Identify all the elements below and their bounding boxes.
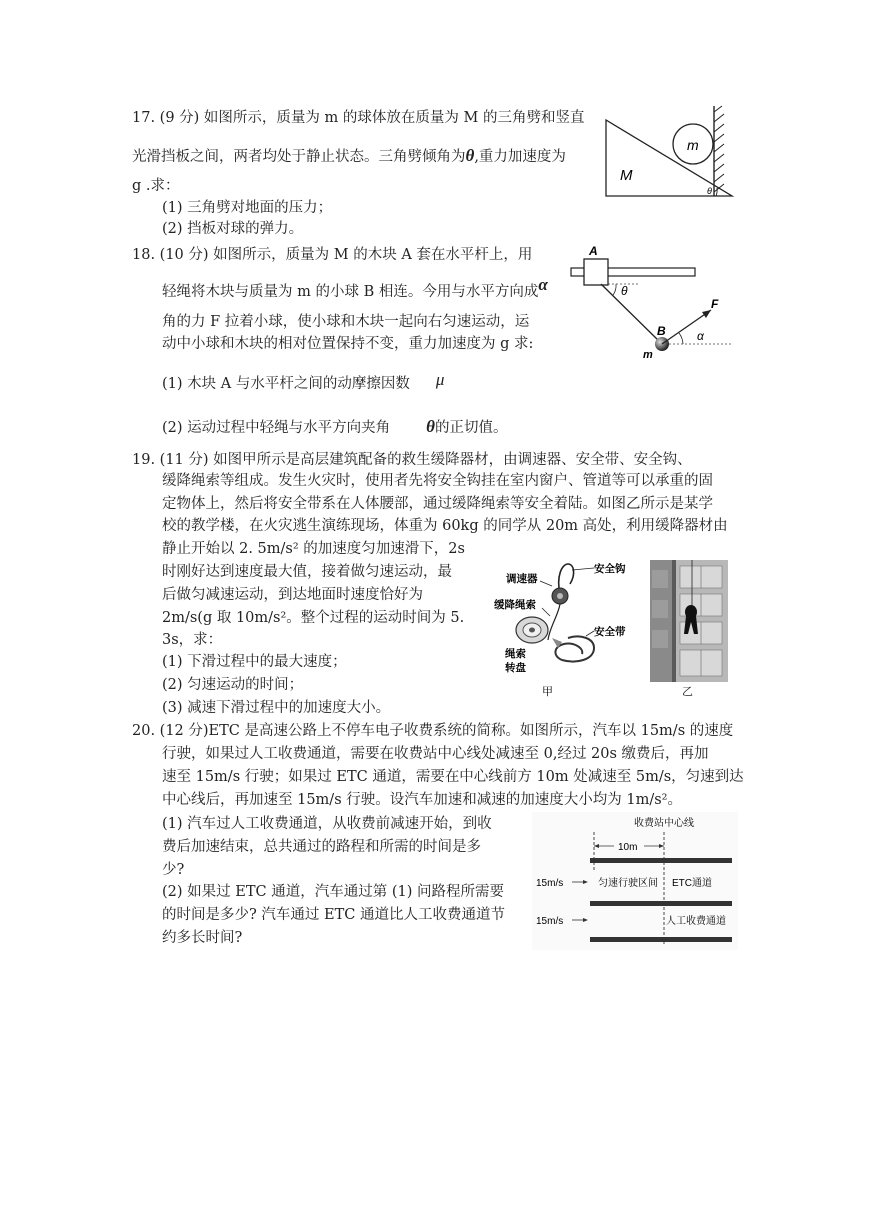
q17-line-2-tail: ,重力加速度为 <box>474 149 566 165</box>
theta-symbol: θ <box>426 417 435 436</box>
q19-line-2: 缓降绳索等组成。发生火灾时，使用者先将安全钩挂在室内窗户、管道等可以承重的固 <box>162 473 713 489</box>
q20-sub-2c: 约多长时间? <box>162 930 243 946</box>
q19-line-7: 后做匀减速运动，到达地面时速度恰好为 <box>162 587 423 603</box>
q20-sub-1a: (1) 汽车过人工收费通道，从收费前减速开始，到收 <box>162 816 492 832</box>
q19-sub-2: (2) 匀速运动的时间； <box>162 677 304 693</box>
q19-line-8: 2m/s(g 取 10m/s²。整个过程的运动时间为 5. <box>162 610 465 626</box>
q18-sub-2-tail: 的正切值。 <box>434 420 508 436</box>
q18-sub-2 <box>162 417 507 438</box>
q17-line-1: 17. (9 分) 如图所示，质量为 m 的球体放在质量为 M 的三角劈和竖直 <box>132 110 585 126</box>
label-hook: 安全钩 <box>594 563 626 575</box>
label-etc-lane: ETC通道 <box>672 878 712 889</box>
label-rope: 缓降绳索 <box>494 599 536 611</box>
theta-symbol: θ <box>465 146 475 165</box>
label-manual-lane: 人工收费通道 <box>666 916 726 927</box>
fig-label-A: A <box>589 244 598 258</box>
building-photo <box>650 560 728 698</box>
label-yi: 乙 <box>682 686 693 698</box>
q20-line-1: 20. (12 分)ETC 是高速公路上不停车电子收费系统的简称。如图所示，汽车以 15m/s 的速度 <box>132 723 734 739</box>
label-reel-2: 转盘 <box>505 662 526 674</box>
q20-sub-1b: 费后加速结束，总共通过的路程和所需的时间是多 <box>162 839 481 855</box>
q20-sub-2a: (2) 如果过 ETC 通道，汽车通过第 (1) 问路程所需要 <box>162 884 504 900</box>
fig-label-M: M <box>620 167 633 184</box>
q18-sub-1 <box>162 370 445 394</box>
q17-line-2-text: 光滑挡板之间，两者均处于静止状态。三角劈倾角为 <box>132 149 466 165</box>
fig-label-m: m <box>687 137 699 153</box>
etc-lane-figure <box>532 812 738 950</box>
label-jia: 甲 <box>542 686 553 698</box>
q18-sub-2-text: (2) 运动过程中轻绳与水平方向夹角 <box>162 420 391 436</box>
q20-sub-2b: 的时间是多少? 汽车通过 ETC 通道比人工收费通道节 <box>162 907 505 923</box>
q17-line-2 <box>132 146 566 167</box>
fig-label-B: B <box>657 324 666 338</box>
q17-line-3: g .求： <box>132 178 180 194</box>
q19-sub-3: (3) 减速下滑过程中的加速度大小。 <box>162 700 391 716</box>
label-speed-etc: 15m/s <box>536 878 564 889</box>
q19-line-9: 3s，求： <box>162 632 223 648</box>
alpha-symbol: α <box>538 275 548 294</box>
q18-line-2 <box>162 275 548 302</box>
fig-label-theta: θ <box>621 284 628 298</box>
fig-label-theta: θ <box>707 186 712 196</box>
descender-device-figure <box>490 556 640 698</box>
fig-label-F: F <box>711 297 719 311</box>
label-uniform-zone: 匀速行驶区间 <box>598 878 658 889</box>
block-ball-figure <box>565 240 733 364</box>
label-regulator: 调速器 <box>506 573 538 585</box>
q19-line-5: 静止开始以 2. 5m/s² 的加速度匀加速滑下，2s <box>162 541 465 557</box>
mu-symbol: μ <box>435 370 445 389</box>
fig-label-m: m <box>643 349 653 361</box>
q18-line-4: 动中小球和木块的相对位置保持不变，重力加速度为 g 求: <box>162 336 534 352</box>
fig-label-alpha: α <box>697 329 704 343</box>
label-belt: 安全带 <box>594 626 626 638</box>
label-reel-1: 绳索 <box>505 648 526 660</box>
wedge-ball-figure <box>604 104 736 198</box>
q20-line-2: 行驶，如果过人工收费通道，需要在收费站中心线处减速至 0,经过 20s 缴费后，再加 <box>162 746 709 762</box>
q19-line-3: 定物体上，然后将安全带系在人体腰部，通过缓降绳索等安全着陆。如图乙所示是某学 <box>162 496 713 512</box>
q19-line-6: 时刚好达到速度最大值，接着做匀速运动，最 <box>162 564 452 580</box>
q17-sub-1: (1) 三角劈对地面的压力； <box>162 200 333 216</box>
q20-line-4: 中心线后，再加速至 15m/s 行驶。设汽车加速和减速的加速度大小均为 1m/s²。 <box>162 792 682 808</box>
q18-line-3: 角的力 F 拉着小球，使小球和木块一起向右匀速运动，运 <box>162 314 530 330</box>
q19-sub-1: (1) 下滑过程中的最大速度； <box>162 654 347 670</box>
q20-sub-1c: 少? <box>162 862 185 878</box>
q18-line-2-text: 轻绳将木块与质量为 m 的小球 B 相连。今用与水平方向成 <box>162 284 539 300</box>
label-speed-manual: 15m/s <box>536 916 564 927</box>
label-center-line: 收费站中心线 <box>634 818 694 829</box>
q18-line-1: 18. (10 分) 如图所示，质量为 M 的木块 A 套在水平杆上，用 <box>132 247 533 263</box>
q19-line-4: 校的教学楼，在火灾逃生演练现场，体重为 60kg 的同学从 20m 高处，利用缓降器材由 <box>162 518 728 534</box>
label-10m: 10m <box>618 842 638 853</box>
q19-line-1: 19. (11 分) 如图甲所示是高层建筑配备的救生缓降器材，由调速器、安全带、安全钩、 <box>132 452 692 468</box>
q20-line-3: 速至 15m/s 行驶；如果过 ETC 通道，需要在中心线前方 10m 处减速至 5m/s，匀速到达 <box>162 769 744 785</box>
q18-sub-1-text: (1) 木块 A 与水平杆之间的动摩擦因数 <box>162 376 410 392</box>
q17-sub-2: (2) 挡板对球的弹力。 <box>162 221 304 237</box>
